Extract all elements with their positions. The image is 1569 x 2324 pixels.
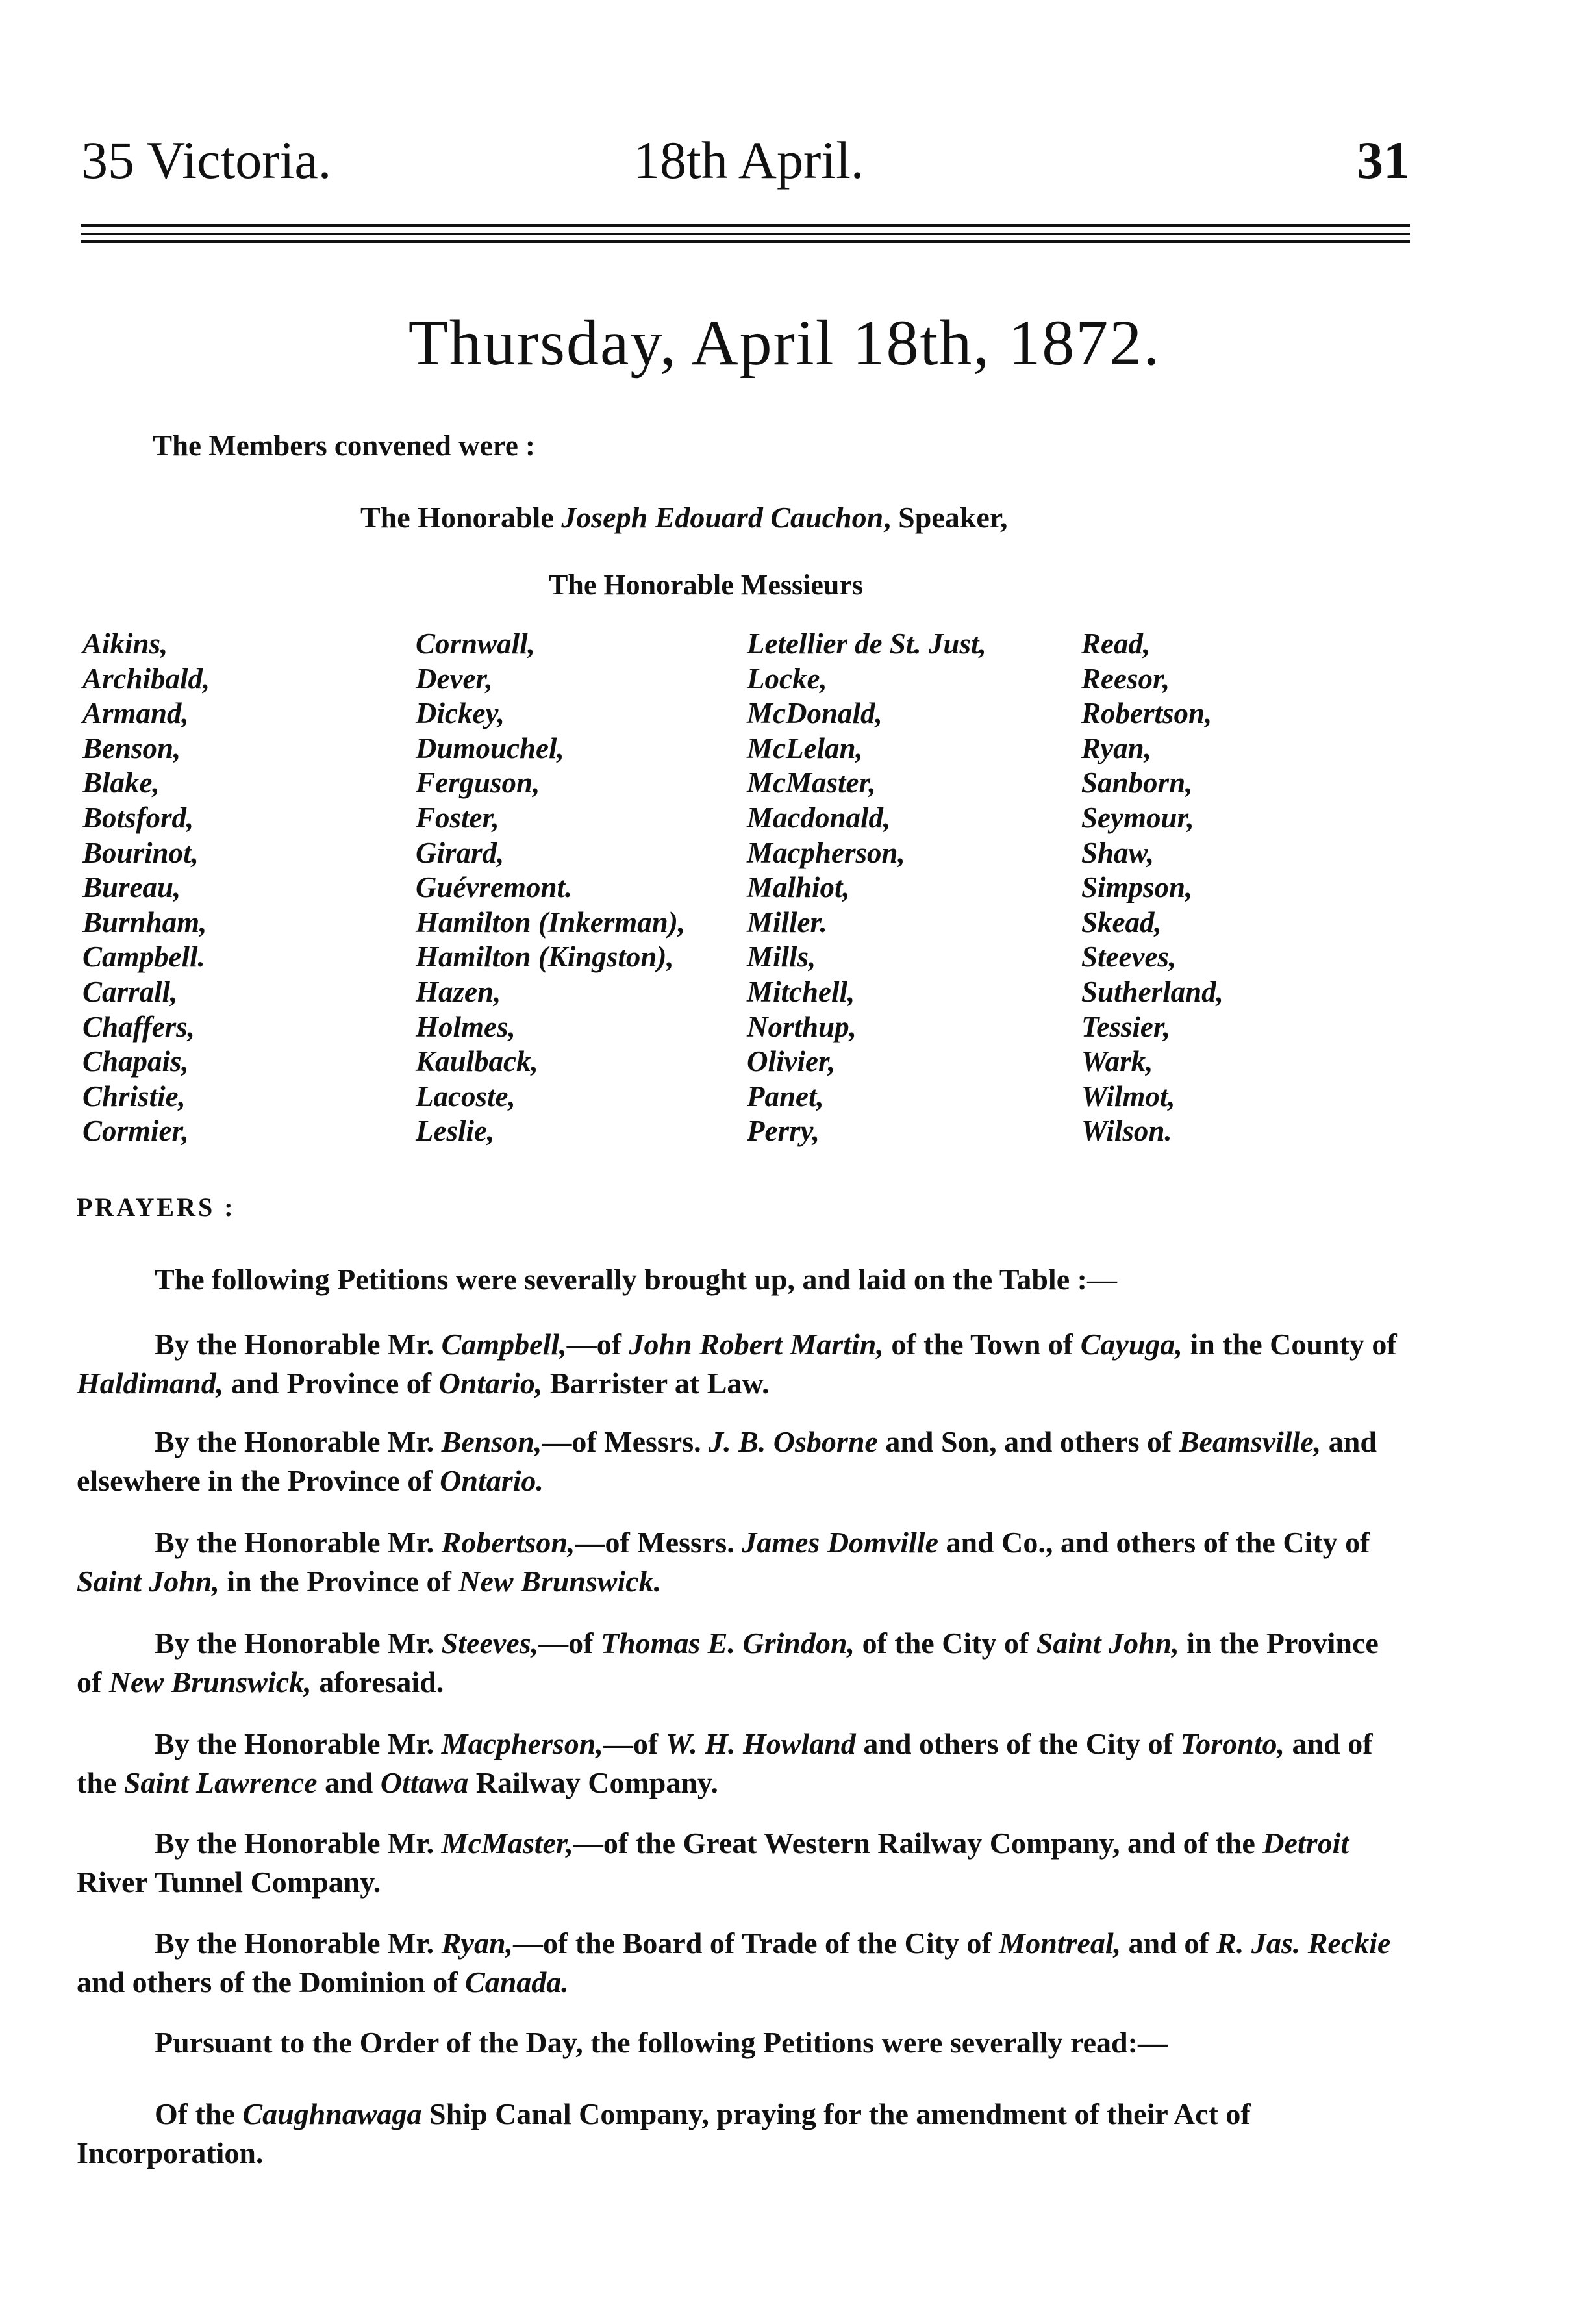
messieurs-heading: The Honorable Messieurs: [549, 569, 863, 601]
petition-proper-name: John Robert Martin,: [629, 1328, 884, 1361]
petition-text: in the Province of: [219, 1565, 459, 1598]
petition-proper-name: Ontario.: [440, 1464, 544, 1497]
member-name: Wilmot,: [1081, 1080, 1175, 1113]
speaker-name: Joseph Edouard Cauchon: [561, 501, 884, 534]
page-number: 31: [1357, 131, 1410, 190]
petition-proper-name: Ottawa: [380, 1766, 469, 1799]
member-name: Tessier,: [1081, 1010, 1171, 1043]
member-name: Foster,: [416, 801, 499, 834]
petition-proper-name: Toronto,: [1180, 1727, 1285, 1760]
petition-text: and: [317, 1766, 381, 1799]
petition-text: and Province of: [223, 1367, 439, 1400]
speaker-prefix: The Honorable: [360, 501, 554, 534]
petition-text: and others of the Dominion of: [77, 1965, 466, 1999]
petition-proper-name: Thomas E. Grindon,: [600, 1626, 855, 1660]
petition-proper-name: Beamsville,: [1179, 1425, 1322, 1458]
member-name: Miller.: [747, 905, 827, 939]
member-name: Hamilton (Inkerman),: [416, 905, 686, 939]
header-date: 18th April.: [633, 131, 864, 190]
petition-proper-name: Saint John,: [77, 1565, 220, 1598]
petition-text: Barrister at Law.: [542, 1367, 770, 1400]
petition-proper-name: Montreal,: [999, 1926, 1122, 1960]
petition-text: —of Messrs.: [575, 1526, 742, 1559]
petition-proper-name: Campbell,: [441, 1328, 567, 1361]
member-name: Wark,: [1081, 1045, 1153, 1078]
member-name: Ferguson,: [416, 766, 540, 800]
header-rule-bottom: [81, 240, 1410, 243]
petition-text: —of the Board of Trade of the City of: [513, 1926, 999, 1960]
petition-proper-name: Haldimand,: [77, 1367, 224, 1400]
petition-text: aforesaid.: [311, 1665, 444, 1699]
header-session: 35 Victoria.: [81, 131, 332, 190]
member-name: Aikins,: [82, 627, 168, 660]
petition-text: in the County of: [1182, 1328, 1397, 1361]
petition-proper-name: Ryan,: [441, 1926, 514, 1960]
petition-paragraph: [77, 1924, 1401, 2002]
member-name: Wilson.: [1081, 1115, 1172, 1148]
member-column-3: [747, 627, 986, 1149]
petition-proper-name: Cayuga,: [1080, 1328, 1183, 1361]
member-name: Malhiot,: [747, 871, 850, 904]
petition-paragraph: [77, 1523, 1401, 1601]
member-name: Dever,: [416, 662, 493, 695]
member-name: Lacoste,: [416, 1080, 516, 1113]
member-name: Locke,: [747, 662, 827, 695]
petition-text: and Co., and others of the City of: [938, 1526, 1370, 1559]
member-name: Chaffers,: [82, 1010, 195, 1043]
petition-text: in the Province of: [77, 1626, 1379, 1699]
petition-text: Railway Company.: [468, 1766, 718, 1799]
member-name: Chapais,: [82, 1045, 189, 1078]
read-petition-text: Of the: [155, 2097, 243, 2130]
member-name: Macdonald,: [747, 801, 891, 834]
member-name: Reesor,: [1081, 662, 1170, 695]
petition-proper-name: Canada.: [465, 1965, 569, 1999]
member-name: Cormier,: [82, 1115, 189, 1148]
member-name: Bureau,: [82, 871, 181, 904]
read-petition-paragraph: [77, 2095, 1401, 2173]
petition-text: By the Honorable Mr.: [155, 1626, 442, 1660]
petition-text: By the Honorable Mr.: [155, 1425, 442, 1458]
member-name: Skead,: [1081, 905, 1162, 939]
petition-proper-name: McMaster,: [441, 1826, 573, 1860]
member-name: Ryan,: [1081, 731, 1151, 764]
member-name: Olivier,: [747, 1045, 836, 1078]
petition-proper-name: J. B. Osborne: [709, 1425, 878, 1458]
petition-paragraph: [77, 1422, 1401, 1500]
petition-paragraph: [77, 1724, 1401, 1802]
member-name: Shaw,: [1081, 836, 1155, 869]
petition-text: By the Honorable Mr.: [155, 1328, 442, 1361]
petition-text: and elsewhere in the Province of: [77, 1425, 1377, 1497]
member-name: Archibald,: [82, 662, 210, 695]
petition-text: River Tunnel Company.: [77, 1865, 381, 1899]
member-name: Perry,: [747, 1115, 820, 1148]
member-name: Guévremont.: [416, 871, 573, 904]
member-name: Mills,: [747, 941, 816, 974]
member-name: Panet,: [747, 1080, 824, 1113]
speaker-suffix: , Speaker,: [883, 501, 1008, 534]
petition-text: By the Honorable Mr.: [155, 1826, 442, 1860]
member-name: McLelan,: [747, 731, 863, 764]
read-petition-text: Ship Canal Company, praying for the amendment of their Act of Incorporation.: [77, 2097, 1251, 2169]
petition-proper-name: Benson,: [441, 1425, 542, 1458]
member-name: Bourinot,: [82, 836, 199, 869]
member-name: Read,: [1081, 627, 1151, 660]
prayers-heading: PRAYERS :: [77, 1193, 236, 1222]
petition-text: of the City of: [855, 1626, 1036, 1660]
member-name: Carrall,: [82, 975, 178, 1008]
member-name: Sanborn,: [1081, 766, 1193, 800]
member-name: Seymour,: [1081, 801, 1194, 834]
speaker-line: [360, 500, 1007, 535]
convened-line: The Members convened were :: [153, 429, 536, 462]
petition-proper-name: Ontario,: [438, 1367, 543, 1400]
petition-proper-name: Detroit: [1262, 1826, 1349, 1860]
member-name: Christie,: [82, 1080, 186, 1113]
member-name: McMaster,: [747, 766, 876, 800]
member-name: Dickey,: [416, 697, 505, 730]
petition-paragraph: [77, 1325, 1401, 1403]
petition-text: —of the Great Western Railway Company, and of the: [573, 1826, 1263, 1860]
header-rule-top: [81, 224, 1410, 227]
running-header: [81, 130, 1410, 201]
petition-proper-name: Steeves,: [441, 1626, 539, 1660]
member-name: Leslie,: [416, 1115, 495, 1148]
member-name: Mitchell,: [747, 975, 855, 1008]
page-title: Thursday, April 18th, 1872.: [408, 307, 1161, 379]
member-name: Steeves,: [1081, 941, 1177, 974]
member-name: Blake,: [82, 766, 160, 800]
member-name: Benson,: [82, 731, 181, 764]
member-name: Robertson,: [1081, 697, 1212, 730]
petition-text: and of the: [77, 1727, 1373, 1799]
petition-text: —of Messrs.: [542, 1425, 709, 1458]
member-name: Northup,: [747, 1010, 857, 1043]
petition-proper-name: New Brunswick.: [458, 1565, 662, 1598]
petition-text: By the Honorable Mr.: [155, 1727, 442, 1760]
order-of-day-intro: Pursuant to the Order of the Day, the following Petitions were severally read:—: [155, 2026, 1168, 2059]
member-name: Campbell.: [82, 941, 205, 974]
header-rule-middle: [81, 233, 1410, 235]
member-column-2: [416, 627, 685, 1149]
member-name: Dumouchel,: [416, 731, 564, 764]
petition-text: of the Town of: [883, 1328, 1081, 1361]
member-name: Burnham,: [82, 905, 207, 939]
member-name: Armand,: [82, 697, 189, 730]
petition-proper-name: Saint Lawrence: [123, 1766, 318, 1799]
member-name: McDonald,: [747, 697, 883, 730]
member-name: Girard,: [416, 836, 505, 869]
member-name: Kaulback,: [416, 1045, 538, 1078]
member-name: Holmes,: [416, 1010, 516, 1043]
member-name: Macpherson,: [747, 836, 905, 869]
petition-text: and Son, and others of: [877, 1425, 1179, 1458]
petition-proper-name: R. Jas. Reckie: [1216, 1926, 1391, 1960]
petition-text: and of: [1121, 1926, 1217, 1960]
petition-proper-name: New Brunswick,: [108, 1665, 312, 1699]
member-name: Simpson,: [1081, 871, 1193, 904]
petition-text: —of: [603, 1727, 666, 1760]
member-name: Hamilton (Kingston),: [416, 941, 674, 974]
petition-text: and others of the City of: [855, 1727, 1181, 1760]
petition-paragraph: [77, 1624, 1401, 1702]
petition-proper-name: Robertson,: [441, 1526, 575, 1559]
petition-text: By the Honorable Mr.: [155, 1926, 442, 1960]
petition-proper-name: Saint John,: [1036, 1626, 1179, 1660]
member-name: Hazen,: [416, 975, 501, 1008]
member-column-1: [82, 627, 210, 1149]
read-petition-company: Caughnawaga: [242, 2097, 422, 2130]
petition-proper-name: James Domville: [742, 1526, 938, 1559]
petition-text: By the Honorable Mr.: [155, 1526, 442, 1559]
member-name: Sutherland,: [1081, 975, 1224, 1008]
petition-text: —of: [566, 1328, 629, 1361]
petition-proper-name: W. H. Howland: [665, 1727, 856, 1760]
petition-proper-name: Macpherson,: [441, 1727, 603, 1760]
member-name: Botsford,: [82, 801, 194, 834]
member-name: Cornwall,: [416, 627, 535, 660]
petition-paragraph: [77, 1824, 1401, 1902]
petitions-intro: The following Petitions were severally brought up, and laid on the Table :—: [155, 1263, 1117, 1296]
member-name: Letellier de St. Just,: [747, 627, 986, 660]
member-column-4: [1081, 627, 1224, 1149]
petition-text: —of: [538, 1626, 601, 1660]
